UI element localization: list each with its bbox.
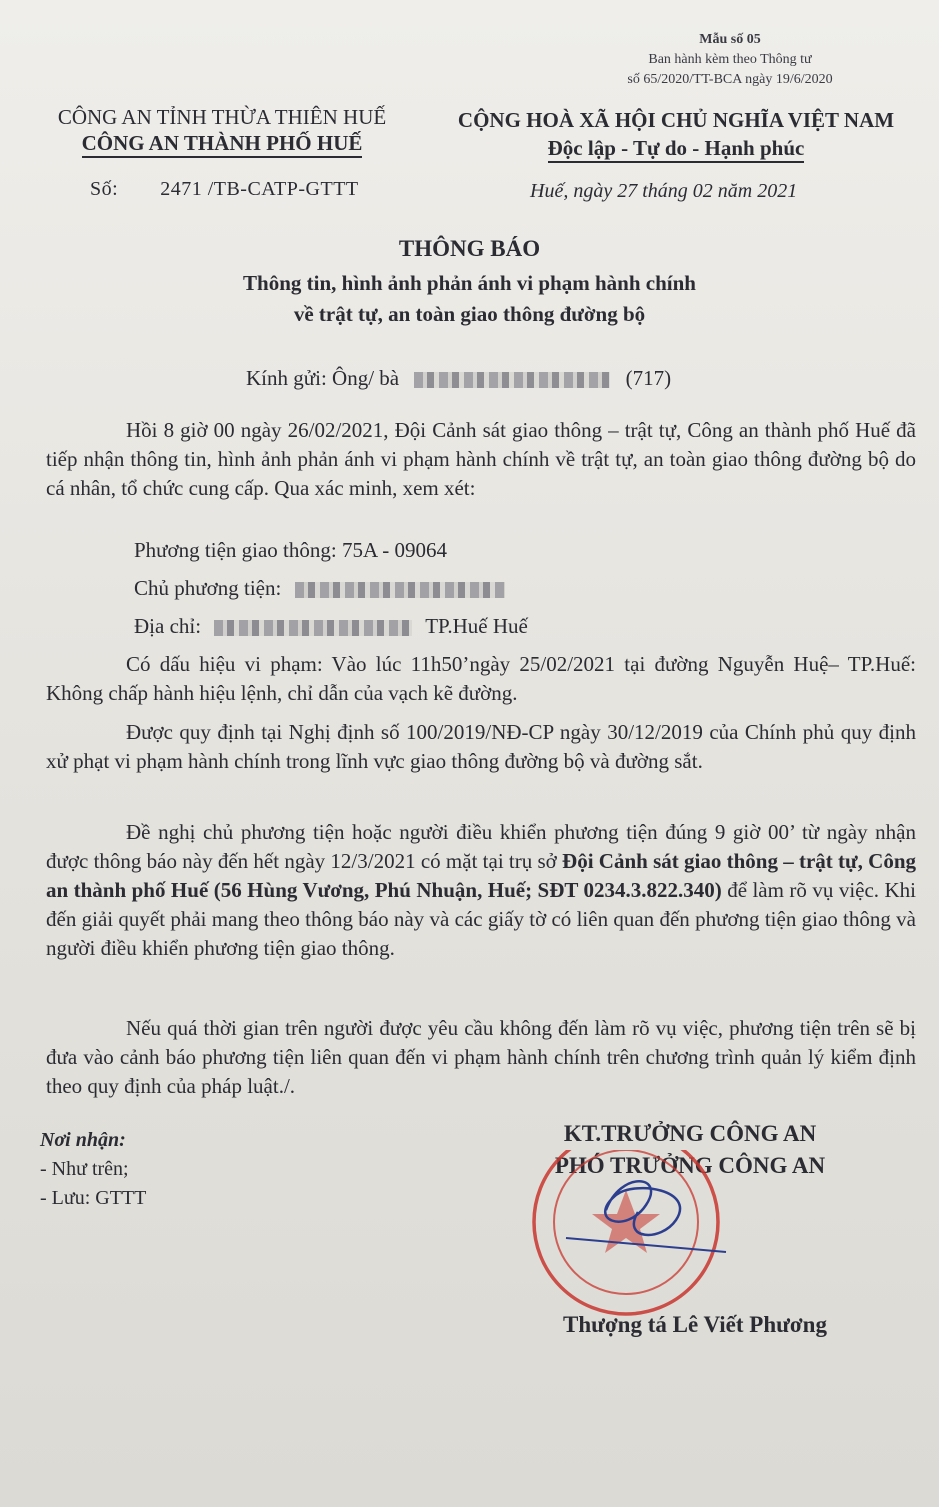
official-seal-icon (526, 1150, 736, 1320)
violation-paragraph: Có dấu hiệu vi phạm: Vào lúc 11h50’ngày 25/02/2021 tại đường Nguyễn Huệ– TP.Huế: Không chấp hành hiệu lệnh, chỉ dẫn của vạch kẽ đường. (46, 652, 916, 705)
owner-field: Chủ phương tiện: (134, 576, 505, 601)
recipient-item: - Lưu: GTTT (40, 1187, 147, 1209)
form-ref-line: số 65/2020/TT-BCA ngày 19/6/2020 (627, 72, 833, 87)
intro-paragraph: Hồi 8 giờ 00 ngày 26/02/2021, Đội Cảnh sát giao thông – trật tự, Công an thành phố Huế đã tiếp nhận thông tin, hình ảnh phản ánh vi phạm hành chính về trật tự, an toàn giao thông đường bộ do cá nhân, tổ chức cung cấp. Qua xác minh, xem xét: (46, 418, 916, 500)
request-paragraph: Đề nghị chủ phương tiện hoặc người điều khiển phương tiện đúng 9 giờ 00’ từ ngày nhận được thông báo này đến hết ngày 12/3/2021 có mặt tại trụ sở Đội Cảnh sát giao thông – trật tự, Công an thành phố Huế (56 Hùng Vương, Phú Nhuận, Huế; SĐT 0234.3.822.340) để làm rõ vụ việc. Khi đến giải quyết phải mang theo thông báo này và các giấy tờ có liên quan đến phương tiện giao thông và người điều khiển phương tiện giao thông. (46, 820, 917, 960)
recipients-heading: Nơi nhận: (40, 1129, 126, 1151)
motto: Độc lập - Tự do - Hạnh phúc (436, 134, 916, 162)
agency-parent: CÔNG AN TỈNH THỪA THIÊN HUẾ (57, 105, 387, 129)
recipient-line: Kính gửi: Ông/ bà (717) (246, 366, 672, 390)
recipient-item: - Như trên; (40, 1158, 129, 1180)
vehicle-field: Phương tiện giao thông: 75A - 09064 (134, 538, 447, 562)
form-reference (596, 30, 864, 90)
document-subtitle: Thông tin, hình ảnh phản ánh vi phạm hành chính về trật tự, an toàn giao thông đường bộ (243, 271, 696, 326)
signature-title: KT.TRƯỞNG CÔNG AN PHÓ TRƯỞNG CÔNG AN (554, 1121, 826, 1178)
warning-paragraph: Nếu quá thời gian trên người được yêu cầu không đến làm rõ vụ việc, phương tiện trên sẽ bị đưa vào cảnh báo phương tiện liên quan đến vi phạm hành chính trên chương trình quản lý kiểm định theo quy định của pháp luật./. (46, 1016, 916, 1098)
issue-date: Huế, ngày 27 tháng 02 năm 2021 (530, 180, 798, 202)
issuing-agency (40, 104, 404, 156)
form-number: Mẫu số 05 (699, 32, 761, 47)
national-motto (436, 106, 916, 162)
agency-name: CÔNG AN THÀNH PHỐ HUẾ (40, 130, 404, 156)
form-ref-line: Ban hành kèm theo Thông tư (648, 52, 812, 67)
decree-paragraph: Được quy định tại Nghị định số 100/2019/NĐ-CP ngày 30/12/2019 của Chính phủ quy định xử phạt vi phạm hành chính trong lĩnh vực giao thông đường bộ và đường sắt. (46, 720, 916, 773)
redacted-name (414, 372, 610, 388)
country-name: CỘNG HOÀ XÃ HỘI CHỦ NGHĨA VIỆT NAM (457, 108, 895, 132)
redacted-owner (295, 582, 505, 598)
document-title: THÔNG BÁO (398, 236, 541, 261)
redacted-address (214, 620, 412, 636)
recipients-list (40, 1126, 146, 1213)
signer-name: Thượng tá Lê Viết Phương (563, 1312, 827, 1337)
address-field: Địa chỉ: TP.Huế Huế (134, 614, 528, 638)
document-number: Số: 2471 /TB-CATP-GTTT (90, 178, 359, 200)
